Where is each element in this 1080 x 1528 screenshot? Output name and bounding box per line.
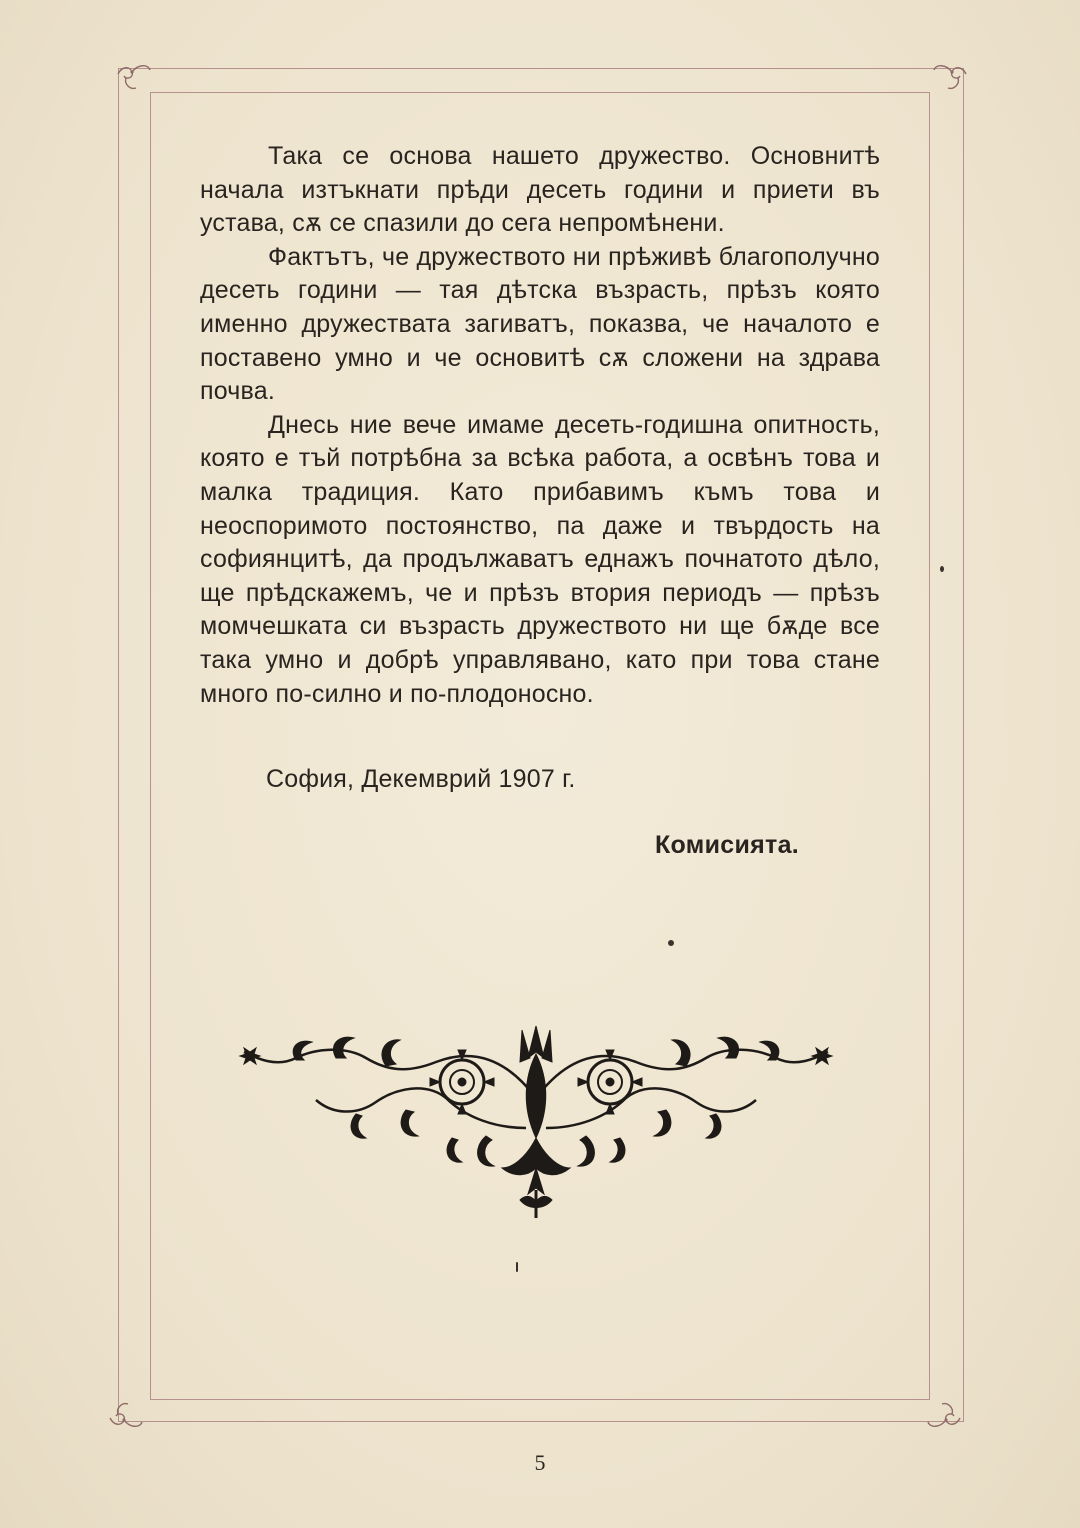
corner-flourish-icon [112, 56, 158, 96]
paper-speck [668, 940, 674, 946]
paper-speck [516, 1262, 518, 1272]
signature: Комисията. [655, 831, 800, 859]
paragraph: Така се основа нашето дружество. Основнитѣ начала изтъкнати прѣди десеть години и приети въ устава, сѫ се спазили до сега непромѣнени. [200, 142, 880, 238]
date-line: София, Декемврий 1907 г. [266, 765, 576, 793]
page-number: 5 [534, 1450, 546, 1475]
body-text [200, 140, 880, 711]
corner-flourish-icon [920, 1396, 966, 1436]
paragraph: Днесь ние вече имаме десеть-годишна опитность, която е тъй потрѣбна за всѣка работа, а освѣнъ това и малка традиция. Като прибавимъ къмъ това и неоспоримото постоянство, па даже и твърдость на софиянцитѣ, да продължаватъ еднажъ почнатото дѣло, ще прѣдскажемъ, че и прѣзъ втория периодъ — прѣзъ момчешката си възрасть дружеството ни ще бѫде все така умно и добрѣ управлявано, като при това стане много по-силно и по-плодоносно. [200, 410, 880, 708]
paper-speck [940, 566, 944, 572]
paragraph: Фактътъ, че дружеството ни прѣживѣ благополучно десеть години — тая дѣтска възрасть, прѣзъ която именно дружествата загиватъ, показва, че началото е поставено умно и че основитѣ сѫ сложени на здрава почва. [200, 242, 880, 406]
corner-flourish-icon [104, 1396, 150, 1436]
floral-ornament-icon [236, 1018, 836, 1228]
corner-flourish-icon [926, 56, 972, 96]
